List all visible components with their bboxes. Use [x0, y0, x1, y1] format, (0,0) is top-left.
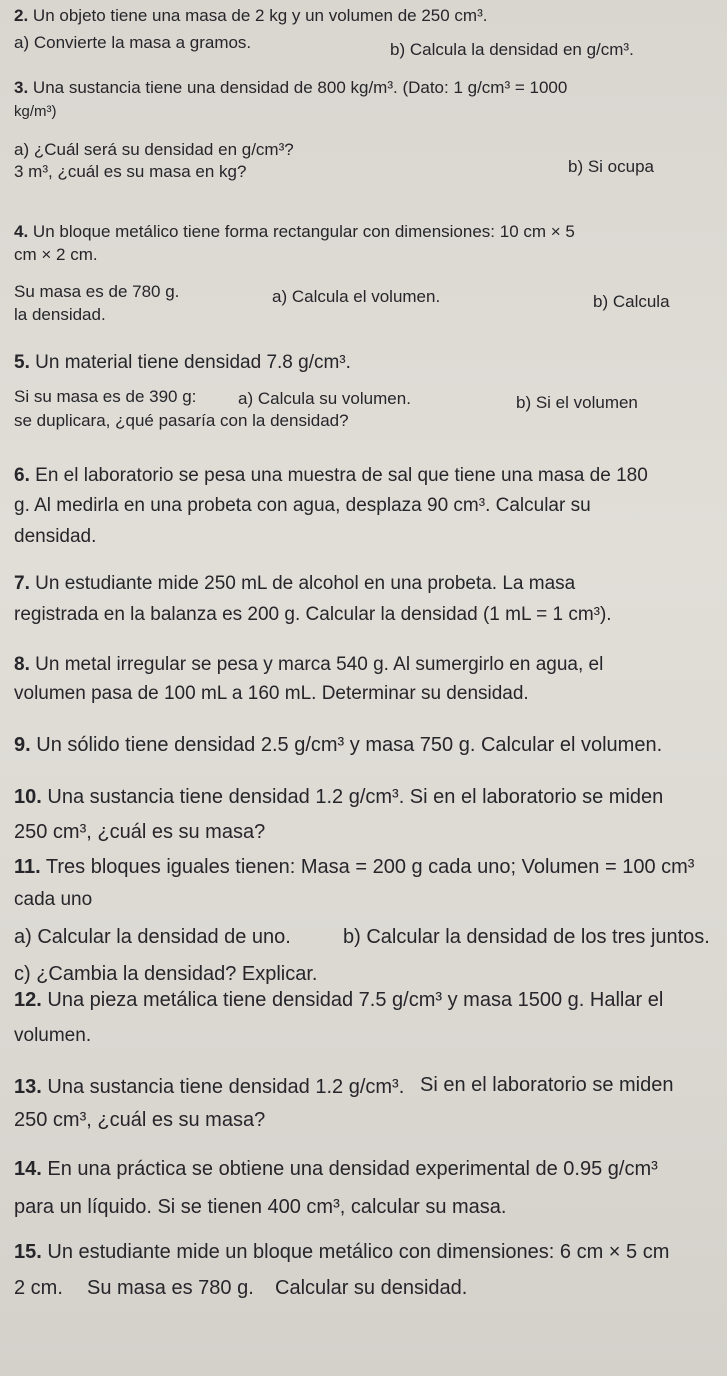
problem-15-question: Calcular su densidad. — [275, 1277, 468, 1299]
problem-12-line-1: 12. Una pieza metálica tiene densidad 7.5 g/cm³ y masa 1500 g. Hallar el — [14, 989, 664, 1011]
problem-5-line-1: 5. Un material tiene densidad 7.8 g/cm³. — [14, 352, 351, 373]
problem-7-line-1: 7. Un estudiante mide 250 mL de alcohol en una probeta. La masa — [14, 573, 576, 594]
problem-2-number: 2. — [14, 6, 29, 25]
problem-4-part-b: b) Calcula — [593, 292, 670, 311]
problem-14-line-1: 14. En una práctica se obtiene una densidad experimental de 0.95 g/cm³ — [14, 1158, 658, 1180]
problem-5-part-a: a) Calcula su volumen. — [238, 389, 411, 408]
problem-11-number: 11. — [14, 856, 41, 878]
problem-4-mass: Su masa es de 780 g. — [14, 282, 180, 301]
problem-9-line-1: 9. Un sólido tiene densidad 2.5 g/cm³ y masa 750 g. Calcular el volumen. — [14, 734, 663, 756]
problem-5-line-5: se duplicara, ¿qué pasaría con la densidad? — [14, 411, 349, 430]
problem-13-line-2: Si en el laboratorio se miden — [420, 1074, 674, 1096]
problem-5-mass: Si su masa es de 390 g: — [14, 387, 197, 406]
problem-10-line-1: 10. Una sustancia tiene densidad 1.2 g/cm³. Si en el laboratorio se miden — [14, 786, 664, 808]
problem-5-number: 5. — [14, 352, 30, 373]
problem-5-part-b: b) Si el volumen — [516, 393, 638, 412]
problem-8-number: 8. — [14, 654, 30, 675]
problem-11-part-a: a) Calcular la densidad de uno. — [14, 926, 291, 948]
problem-6-number: 6. — [14, 465, 30, 486]
problem-6-line-2: g. Al medirla en una probeta con agua, desplaza 90 cm³. Calcular su — [14, 495, 591, 516]
problem-15-line-2: 2 cm. — [14, 1277, 63, 1299]
problem-9-number: 9. — [14, 734, 31, 756]
problem-3-part-b: b) Si ocupa — [568, 157, 654, 176]
problem-3-number: 3. — [14, 78, 29, 97]
problem-3-line-5: 3 m³, ¿cuál es su masa en kg? — [14, 162, 247, 181]
problem-2-part-b: b) Calcula la densidad en g/cm³. — [390, 40, 634, 59]
problem-10-number: 10. — [14, 786, 42, 808]
problem-11-line-2: cada uno — [14, 889, 93, 910]
problem-4-line-2: cm × 2 cm. — [14, 245, 98, 264]
problem-8-line-1: 8. Un metal irregular se pesa y marca 540 g. Al sumergirlo en agua, el — [14, 654, 604, 675]
problem-3-part-a: a) ¿Cuál será su densidad en g/cm³? — [14, 140, 294, 159]
problem-6-line-1: 6. En el laboratorio se pesa una muestra de sal que tiene una masa de 180 — [14, 465, 648, 486]
problem-7-number: 7. — [14, 573, 30, 594]
problem-2-part-a: a) Convierte la masa a gramos. — [14, 33, 252, 52]
problem-11-part-b: b) Calcular la densidad de los tres juntos. — [343, 926, 710, 948]
problem-4-line-6: la densidad. — [14, 305, 106, 324]
problem-15-mass: Su masa es 780 g. — [87, 1277, 254, 1299]
problem-6-line-3: densidad. — [14, 526, 97, 547]
problem-3-line-2: kg/m³) — [14, 103, 57, 120]
problem-4-part-a: a) Calcula el volumen. — [272, 287, 441, 306]
problem-13-line-3: 250 cm³, ¿cuál es su masa? — [14, 1109, 266, 1131]
problem-3-line-1: 3. Una sustancia tiene una densidad de 800 kg/m³. (Dato: 1 g/cm³ = 1000 — [14, 78, 568, 97]
problem-14-number: 14. — [14, 1158, 42, 1180]
problem-7-line-2: registrada en la balanza es 200 g. Calcular la densidad (1 mL = 1 cm³). — [14, 604, 612, 625]
problem-4-line-1: 4. Un bloque metálico tiene forma rectangular con dimensiones: 10 cm × 5 — [14, 222, 575, 241]
problem-13-line-1: 13. Una sustancia tiene densidad 1.2 g/cm³. — [14, 1076, 405, 1098]
problem-15-number: 15. — [14, 1241, 42, 1263]
problem-10-line-2: 250 cm³, ¿cuál es su masa? — [14, 821, 266, 843]
problem-8-line-2: volumen pasa de 100 mL a 160 mL. Determinar su densidad. — [14, 683, 529, 704]
problem-2-line-1: 2. Un objeto tiene una masa de 2 kg y un volumen de 250 cm³. — [14, 6, 488, 25]
problem-11-line-1: 11. Tres bloques iguales tienen: Masa = 200 g cada uno; Volumen = 100 cm³ — [14, 856, 695, 878]
problem-11-part-c: c) ¿Cambia la densidad? Explicar. — [14, 963, 318, 985]
problem-14-line-2: para un líquido. Si se tienen 400 cm³, calcular su masa. — [14, 1196, 507, 1218]
problem-12-line-2: volumen. — [14, 1025, 92, 1046]
problem-12-number: 12. — [14, 989, 42, 1011]
problem-15-line-1: 15. Un estudiante mide un bloque metálico con dimensiones: 6 cm × 5 cm — [14, 1241, 670, 1263]
problem-13-number: 13. — [14, 1076, 42, 1098]
problem-4-number: 4. — [14, 222, 29, 241]
